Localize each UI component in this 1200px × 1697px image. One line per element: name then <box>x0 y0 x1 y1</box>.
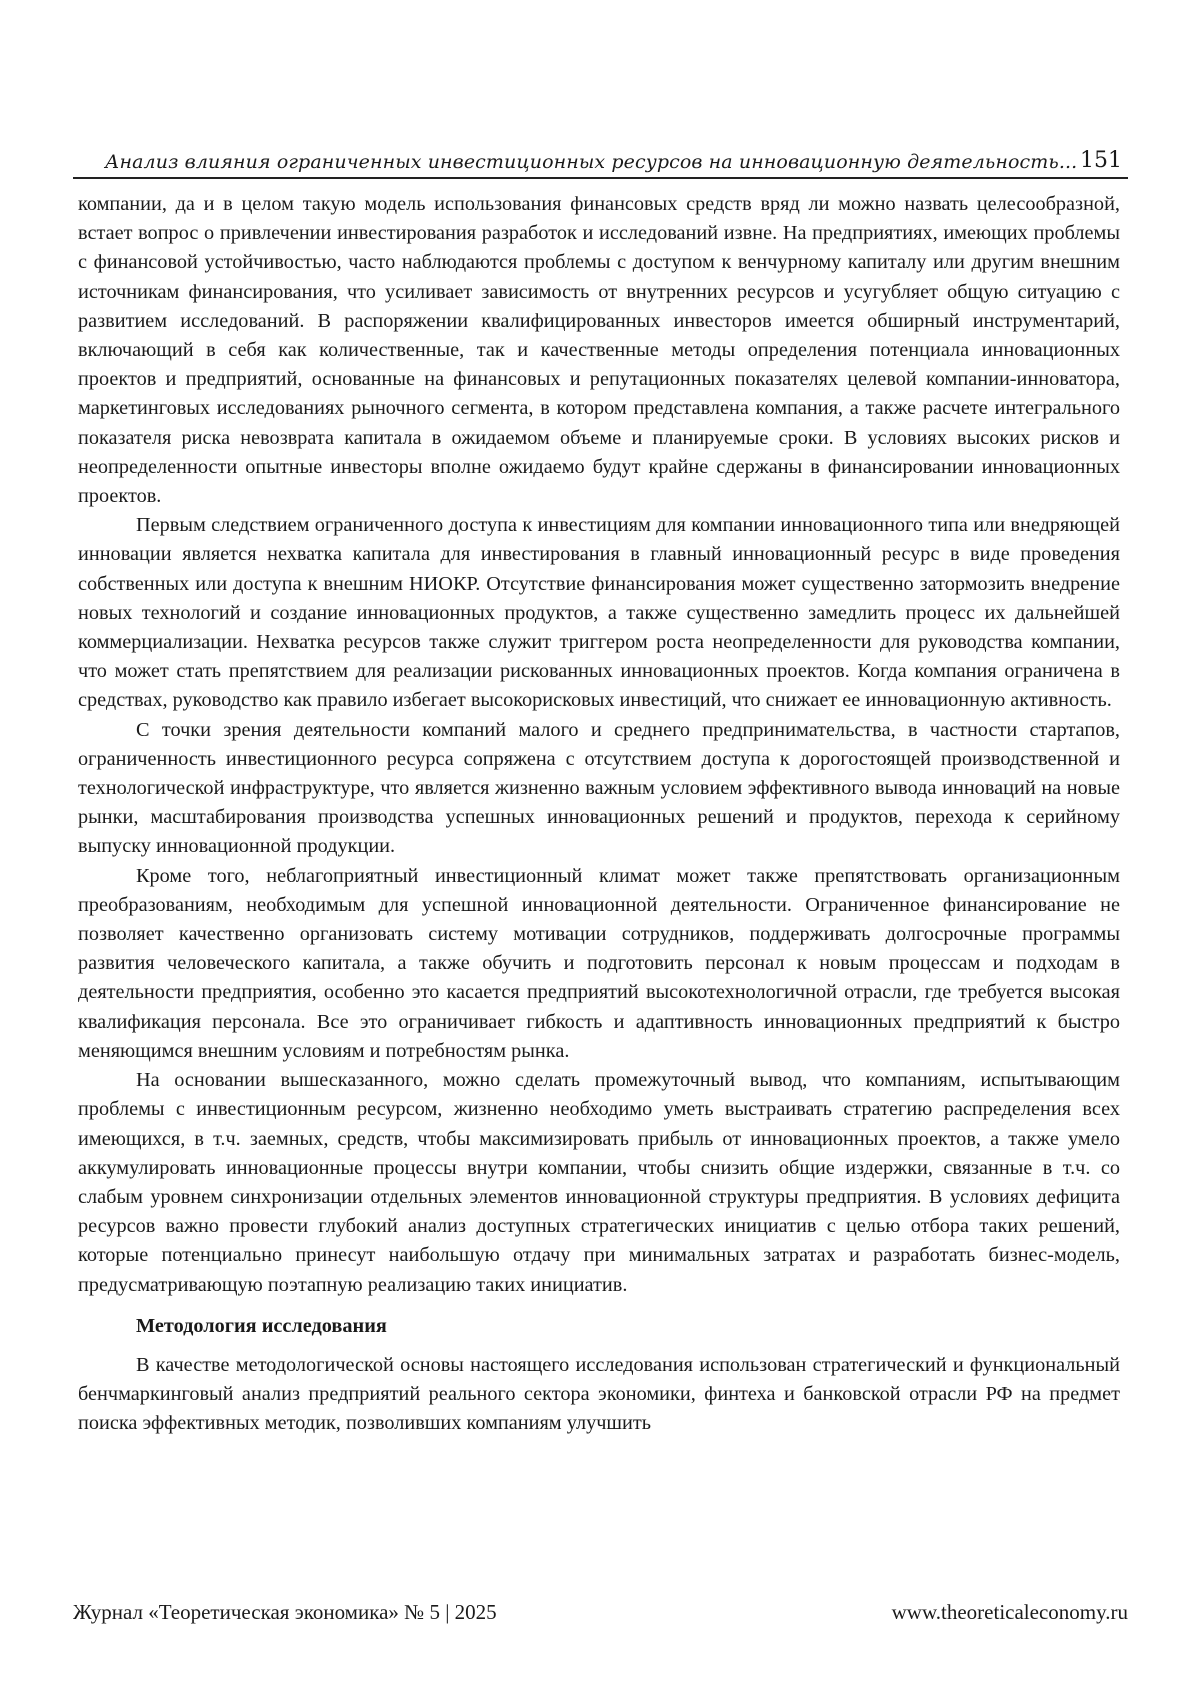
paragraph: Кроме того, неблагоприятный инвестиционный климат может также препятствовать организационным преобразованиям, необходимым для успешной инновационной деятельности. Ограниченное финансирование не позволяет качественно организовать систему мотивации сотрудников, поддерживать долгосрочные программы развития человеческого капитала, а также обучить и подготовить персонал к новым процессам и подходам в деятельности предприятия, особенно это касается предприятий высокотехнологичной отрасли, где требуется высокая квалификация персонала. Все это ограничивает гибкость и адаптивность инновационных предприятий к быстро меняющимся внешним условиям и потребностям рынка. <box>78 862 1120 1066</box>
paragraph: С точки зрения деятельности компаний малого и среднего предпринимательства, в частности стартапов, ограниченность инвестиционного ресурса сопряжена с отсутствием доступа к дорогостоящей производственной и технологической инфраструктуре, что является жизненно важным условием эффективного вывода инноваций на новые рынки, масштабирования производства успешных инновационных решений и продуктов, перехода к серийному выпуску инновационной продукции. <box>78 716 1120 862</box>
paragraph: Первым следствием ограниченного доступа к инвестициям для компании инновационного типа или внедряющей инновации является нехватка капитала для инвестирования в главный инновационный ресурс в виде проведения собственных или доступа к внешним НИОКР. Отсутствие финансирования может существенно затормозить внедрение новых технологий и создание инновационных продуктов, а также существенно замедлить процесс их дальнейшей коммерциализации. Нехватка ресурсов также служит триггером роста неопределенности для руководства компании, что может стать препятствием для реализации рискованных инновационных проектов. Когда компания ограничена в средствах, руководство как правило избегает высокорисковых инвестиций, что снижает ее инновационную активность. <box>78 511 1120 715</box>
paragraph-methodology: В качестве методологической основы настоящего исследования использован стратегический и функциональный бенчмаркинговый анализ предприятий реального сектора экономики, финтеха и банковской отрасли РФ на предмет поиска эффективных методик, позволивших компаниям улучшить <box>78 1351 1120 1439</box>
section-heading: Методология исследования <box>136 1312 1120 1341</box>
paragraph: На основании вышесказанного, можно сделать промежуточный вывод, что компаниям, испытывающим проблемы с инвестиционным ресурсом, жизненно необходимо уметь выстраивать стратегию распределения всех имеющихся, в т.ч. заемных, средств, чтобы максимизировать прибыль от инновационных проектов, а также умело аккумулировать инновационные процессы внутри компании, чтобы снизить общие издержки, связанные в т.ч. со слабым уровнем синхронизации отдельных элементов инновационной структуры предприятия. В условиях дефицита ресурсов важно провести глубокий анализ доступных стратегических инициатив с целью отбора таких решений, которые потенциально принесут наибольшую отдачу при минимальных затратах и разработать бизнес-модель, предусматривающую поэтапную реализацию таких инициатив. <box>78 1066 1120 1300</box>
page-number: 151 <box>1080 148 1128 173</box>
running-title: Анализ влияния ограниченных инвестиционных ресурсов на инновационную деятельность... <box>73 151 1077 173</box>
paragraph-continuation: компании, да и в целом такую модель использования финансовых средств вряд ли можно назвать целесообразной, встает вопрос о привлечении инвестирования разработок и исследований извне. На предприятиях, имеющих проблемы с финансовой устойчивостью, часто наблюдаются проблемы с доступом к венчурному капиталу или другим внешним источникам финансирования, что усиливает зависимость от внутренних ресурсов и усугубляет общую ситуацию с развитием исследований. В распоряжении квалифицированных инвесторов имеется обширный инструментарий, включающий в себя как количественные, так и качественные методы определения потенциала инновационных проектов и предприятий, основанные на финансовых и репутационных показателях целевой компании-инноватора, маркетинговых исследованиях рыночного сегмента, в котором представлена компания, а также расчете интегрального показателя риска невозврата капитала в ожидаемом объеме и планируемые сроки. В условиях высоких рисков и неопределенности опытные инвесторы вполне ожидаемо будут крайне сдержаны в финансировании инновационных проектов. <box>78 190 1120 511</box>
page-footer <box>73 1600 1128 1625</box>
article-body <box>78 190 1120 1439</box>
running-header <box>73 145 1128 179</box>
journal-website: www.theoreticaleconomy.ru <box>892 1600 1128 1625</box>
journal-name: Журнал «Теоретическая экономика» № 5 | 2025 <box>73 1600 497 1625</box>
